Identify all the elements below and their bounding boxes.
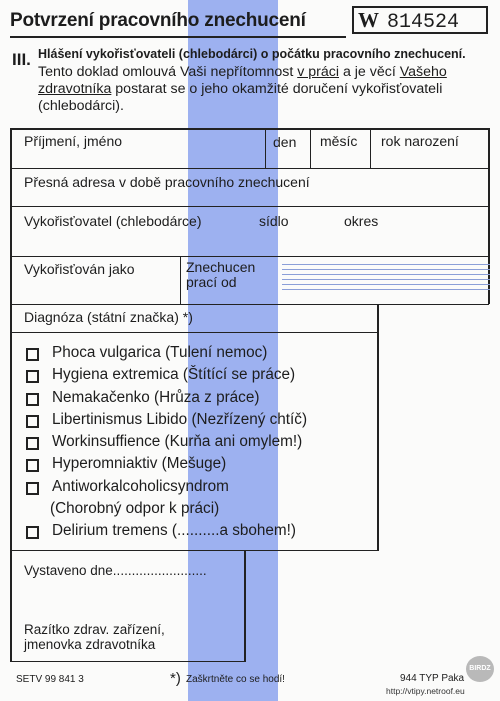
serial-number: 814524 [387, 11, 460, 34]
row-line-bottom [10, 661, 246, 662]
field-address[interactable]: Přesná adresa v době pracovního znechucení [24, 174, 310, 190]
grid-right-diagnosis [377, 304, 379, 550]
footer-code: SETV 99 841 3 [16, 674, 84, 685]
checkbox[interactable] [26, 482, 39, 495]
row-line-4 [10, 304, 489, 305]
form-title: Potvrzení pracovního znechucení [10, 10, 306, 31]
diagnosis-label: Diagnóza (státní značka) *) [24, 309, 193, 325]
checkbox[interactable] [26, 526, 39, 539]
diagnosis-item-nemakacenko[interactable]: Nemakačenko (Hrůza z práce) [26, 387, 307, 409]
field-employed-as[interactable]: Vykořisťován jako [24, 261, 135, 277]
checkbox[interactable] [26, 437, 39, 450]
field-disgusted-line2: prací od [186, 274, 237, 290]
checkbox[interactable] [26, 459, 39, 472]
checkbox[interactable] [26, 415, 39, 428]
serial-prefix: W [358, 8, 379, 32]
field-birth-year[interactable]: rok narození [381, 133, 459, 149]
watermark-logo: BIRDZ [466, 656, 494, 682]
footer-type: 944 TYP Paka [400, 673, 465, 684]
checkbox[interactable] [26, 393, 39, 406]
diagnosis-item-delirium[interactable]: Delirium tremens (..........a sbohem!) [26, 520, 307, 542]
grid-top [10, 128, 489, 130]
diagnosis-item-workinsuffience[interactable]: Workinsuffience (Kurňa ani omylem!) [26, 431, 307, 453]
diagnosis-item-hyperomniaktiv[interactable]: Hyperomniaktiv (Mešuge) [26, 453, 307, 475]
section-header: Hlášení vykořisťovateli (chlebodárci) o počátku pracovního znechucení. [38, 47, 466, 61]
checkbox[interactable] [26, 348, 39, 361]
grid-left [10, 128, 12, 662]
title-rule [10, 36, 346, 38]
col-line-disgusted [180, 256, 181, 304]
row-line-1 [10, 168, 489, 169]
field-seat[interactable]: sídlo [259, 213, 289, 229]
diagnosis-list [26, 342, 307, 543]
field-month[interactable]: měsíc [320, 133, 358, 149]
fill-in-lines [282, 260, 490, 294]
stamp-line1: Razítko zdrav. zařízení, [24, 622, 165, 637]
field-disgusted-line1[interactable]: Znechucen [186, 259, 256, 275]
row-line-diagnosis [10, 332, 378, 333]
col-line-day [265, 128, 266, 168]
col-line-month [310, 128, 311, 168]
row-line-3 [10, 256, 489, 257]
diagnosis-item-phoca[interactable]: Phoca vulgarica (Tulení nemoc) [26, 342, 307, 364]
footer-note-mark: *) [170, 670, 181, 687]
row-line-2 [10, 206, 489, 207]
grid-divider-issued [244, 550, 246, 662]
diagnosis-item-antiworkalcoholic[interactable]: Antiworkalcoholicsyndrom [26, 476, 307, 498]
row-line-5 [10, 550, 379, 551]
diagnosis-item-libertinismus[interactable]: Libertinismus Libido (Nezřízený chtíč) [26, 409, 307, 431]
diagnosis-item-antiworkalcoholic-cont: (Chorobný odpor k práci) [50, 500, 220, 518]
field-employer[interactable]: Vykořisťovatel (chlebodárce) [24, 213, 202, 229]
diagnosis-item-hygiena[interactable]: Hygiena extremica (Štítící se práce) [26, 364, 307, 386]
checkbox[interactable] [26, 370, 39, 383]
field-day[interactable]: den [273, 134, 297, 150]
col-line-year [370, 128, 371, 168]
stamp-line2: jmenovka zdravotníka [24, 637, 156, 652]
footer-note: Zaškrtněte co se hodí! [186, 674, 285, 685]
section-numeral: III. [12, 50, 31, 69]
field-name[interactable]: Příjmení, jméno [24, 133, 123, 149]
field-district[interactable]: okres [344, 213, 379, 229]
issued-date[interactable]: Vystaveno dne......................... [24, 563, 207, 578]
serial-box [352, 6, 488, 34]
intro-text: Tento doklad omlouvá Vaši nepřítomnost v práci a je věcí Vašeho zdravotníka postarat se o jeho okamžité doručení vykořisťovateli (chlebodárci). [38, 64, 447, 114]
watermark-url: http://vtipy.netroof.eu [386, 686, 465, 696]
